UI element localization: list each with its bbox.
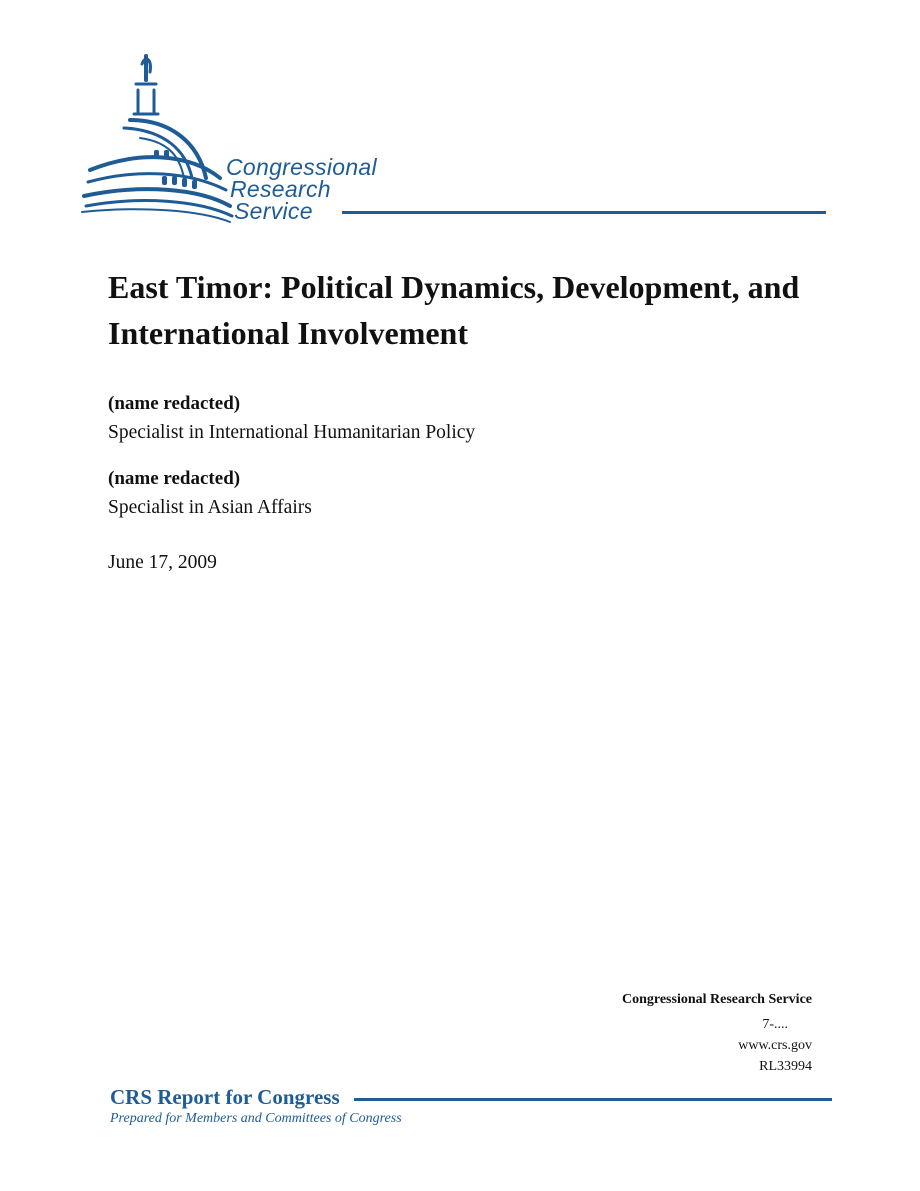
crs-logo <box>80 50 830 230</box>
report-date: June 17, 2009 <box>108 552 217 573</box>
author-2-name: (name redacted) <box>108 468 241 489</box>
crs-website-link[interactable]: www.crs.gov <box>738 1038 812 1053</box>
footer-title: CRS Report for Congress <box>110 1085 340 1109</box>
logo-line-service: Service <box>234 198 313 224</box>
crs-info-block <box>622 990 812 1077</box>
crs-code: 7-.... <box>762 1017 788 1032</box>
report-number: RL33994 <box>759 1059 812 1074</box>
logo-rule <box>342 211 826 214</box>
footer-rule <box>354 1098 832 1101</box>
author-1-role: Specialist in International Humanitarian Policy <box>108 422 476 443</box>
author-1-name: (name redacted) <box>108 393 241 414</box>
footer-subtitle: Prepared for Members and Committees of Congress <box>110 1111 402 1126</box>
report-title: East Timor: Political Dynamics, Development, and International Involvement <box>108 269 800 351</box>
crs-name: Congressional Research Service <box>621 992 812 1007</box>
author-2-role: Specialist in Asian Affairs <box>108 497 312 518</box>
logo-line-research: Research <box>230 176 331 202</box>
logo-line-congressional: Congressional <box>226 154 377 180</box>
